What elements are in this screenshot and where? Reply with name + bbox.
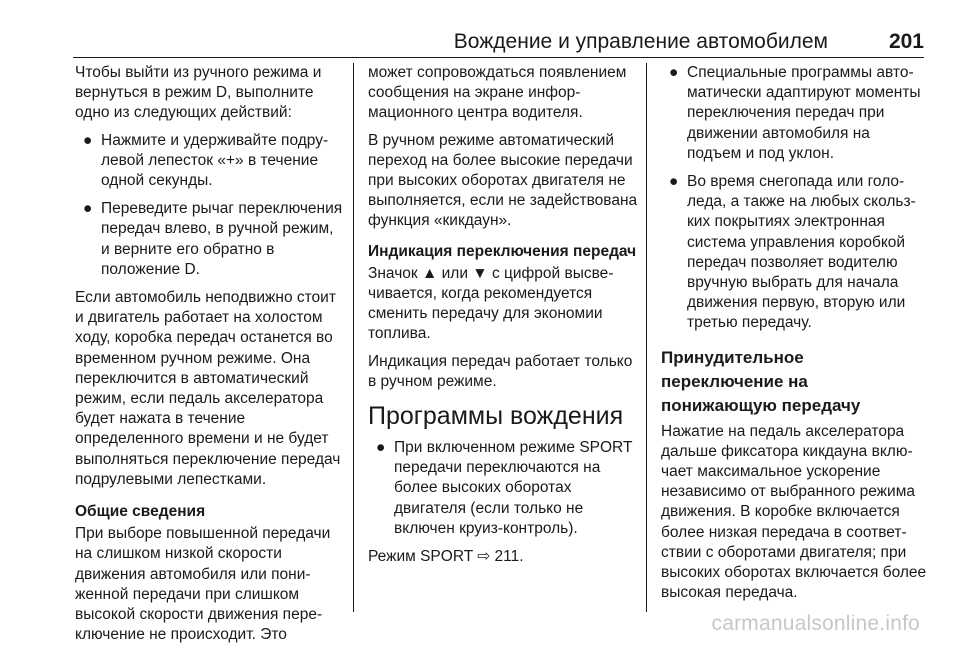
column-divider-2 <box>646 63 647 612</box>
page-number: 201 <box>888 30 924 53</box>
chapter-heading: Программы вождения <box>368 402 624 431</box>
column-divider-1 <box>353 63 354 612</box>
bullet-icon: ● <box>669 173 679 191</box>
column-3 <box>661 63 927 610</box>
paragraph: В ручном режиме автоматический переход на более высокие передачи при высоких оборотах двигателя не выполняется, если не задействована функция «кикдаун». <box>368 131 638 230</box>
bullet-text: Во время снегопада или гололеда, а также на любых скользких покрытиях электронная система управления коробкой передач позволяет водителю вручную выбрать для начала движения первую, вторую или третью передачу. <box>687 173 916 332</box>
paragraph: Чтобы выйти из ручного режима и вернуться в режим D, выполните одно из следующих действий: <box>75 64 322 122</box>
bullet-icon: ● <box>83 131 93 149</box>
paragraph: Индикация передач работает только в ручном режиме. <box>368 352 633 390</box>
column-1 <box>75 63 345 652</box>
paragraph: При выборе повышенной передачи на слишком низкой скорости движения автомобиля или пониженной передачи при слишком высокой скорости движения переключение не происходит. Это <box>75 525 331 644</box>
bullet-item <box>661 172 927 334</box>
page-header <box>0 0 960 58</box>
section-heading: Индикация переключения передач <box>368 242 637 260</box>
bullet-item <box>75 199 345 280</box>
bullet-icon: ● <box>669 64 679 81</box>
bullet-text: При включенном режиме SPORT передачи переключаются на более высоких оборотах двигателя (если только не включен круиз-контроль). <box>394 439 633 537</box>
bullet-text: Переведите рычаг переключения передач влево, в ручной режим, и верните его обратно в положение D. <box>101 200 343 278</box>
bullet-item <box>661 63 927 164</box>
running-header-title: Вождение и управление автомобилем <box>453 30 828 53</box>
cross-reference: Режим SPORT ⇨ 211. <box>368 548 524 566</box>
column-2 <box>368 63 638 574</box>
paragraph: Нажатие на педаль акселератора дальше фиксатора кикдауна включает максимальное ускорение независимо от выбранного режима движения. В коробке включается более низкая передача в соответствии с оборотами двигателя; при высоких оборотах включается более высокая передача. <box>661 422 927 602</box>
bullet-icon: ● <box>83 200 93 218</box>
section-heading: Общие сведения <box>75 503 206 521</box>
bullet-text: Нажмите и удерживайте подрулевой лепесток «+» в течение одной секунды. <box>101 131 329 190</box>
bullet-icon: ● <box>376 439 386 457</box>
paragraph: Значок ▲ или ▼ с цифрой высвечивается, когда рекомендуется сменить передачу для экономии топлива. <box>368 264 614 343</box>
bullet-text: Специальные программы автоматически адаптируют моменты переключения передач при движении автомобиля на подъем и под уклон. <box>687 64 921 162</box>
header-divider <box>73 57 924 58</box>
paragraph: может сопровождаться появлением сообщения на экране информационного центра водителя. <box>368 64 627 122</box>
section-heading: Принудительное переключение на понижающую передачу <box>661 347 861 415</box>
watermark: carmanualsonline.info <box>711 612 920 635</box>
bullet-item <box>368 438 638 539</box>
bullet-item <box>75 131 345 192</box>
paragraph: Если автомобиль неподвижно стоит и двигатель работает на холостом ходу, коробка передач останется во временном ручном режиме. Она переключится в автоматический режим, если педаль акселератора будет нажата в течение определенного времени и не будет выполняться переключение передач подрулевыми лепестками. <box>75 289 341 488</box>
